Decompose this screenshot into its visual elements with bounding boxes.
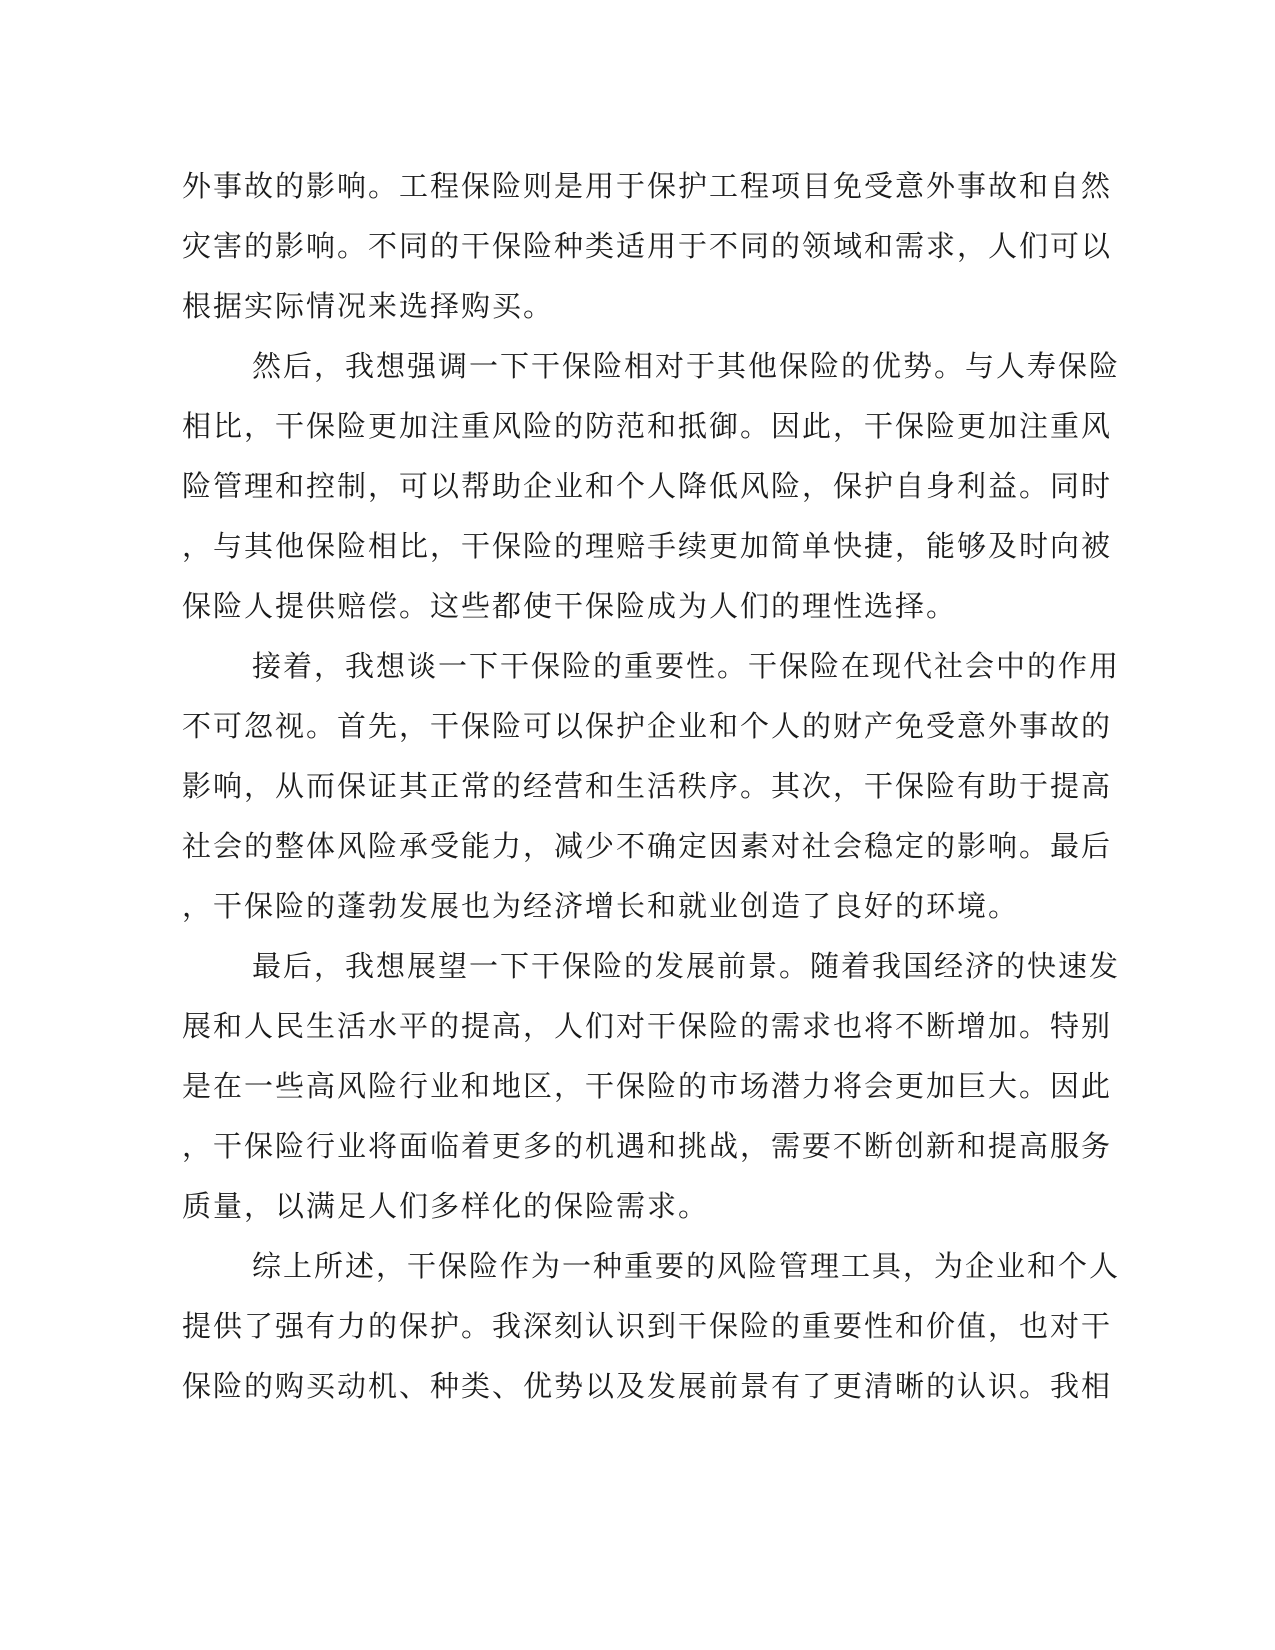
text-line: 险管理和控制，可以帮助企业和个人降低风险，保护自身利益。同时 [182,469,1113,503]
text-line: 外事故的影响。工程保险则是用于保护工程项目免受意外事故和自然 [182,169,1113,203]
text-line: 根据实际情况来选择购买。 [182,289,555,323]
text-line: ，干保险行业将面临着更多的机遇和挑战，需要不断创新和提高服务 [182,1129,1113,1163]
text-line: 相比，干保险更加注重风险的防范和抵御。因此，干保险更加注重风 [182,409,1113,443]
text-line: 不可忽视。首先，干保险可以保护企业和个人的财产免受意外事故的 [182,709,1113,743]
text-line: 是在一些高风险行业和地区，干保险的市场潜力将会更加巨大。因此 [182,1069,1113,1103]
text-line: ，干保险的蓬勃发展也为经济增长和就业创造了良好的环境。 [182,889,1020,923]
text-line: 保险人提供赔偿。这些都使干保险成为人们的理性选择。 [182,589,958,623]
paragraph-first-line: 然后，我想强调一下干保险相对于其他保险的优势。与人寿保险 [252,349,1121,383]
text-line: 保险的购买动机、种类、优势以及发展前景有了更清晰的认识。我相 [182,1369,1113,1403]
text-line: 质量，以满足人们多样化的保险需求。 [182,1189,710,1223]
text-line: 提供了强有力的保护。我深刻认识到干保险的重要性和价值，也对干 [182,1309,1113,1343]
text-line: 灾害的影响。不同的干保险种类适用于不同的领域和需求，人们可以 [182,229,1113,263]
body-text [182,156,1121,1416]
text-line: ，与其他保险相比，干保险的理赔手续更加简单快捷，能够及时向被 [182,529,1113,563]
paragraph-first-line: 综上所述，干保险作为一种重要的风险管理工具，为企业和个人 [252,1249,1121,1283]
text-line: 影响，从而保证其正常的经营和生活秩序。其次，干保险有助于提高 [182,769,1113,803]
paragraph-first-line: 最后，我想展望一下干保险的发展前景。随着我国经济的快速发 [252,949,1121,983]
text-line: 展和人民生活水平的提高，人们对干保险的需求也将不断增加。特别 [182,1009,1113,1043]
paragraph-first-line: 接着，我想谈一下干保险的重要性。干保险在现代社会中的作用 [252,649,1121,683]
text-line: 社会的整体风险承受能力，减少不确定因素对社会稳定的影响。最后 [182,829,1113,863]
